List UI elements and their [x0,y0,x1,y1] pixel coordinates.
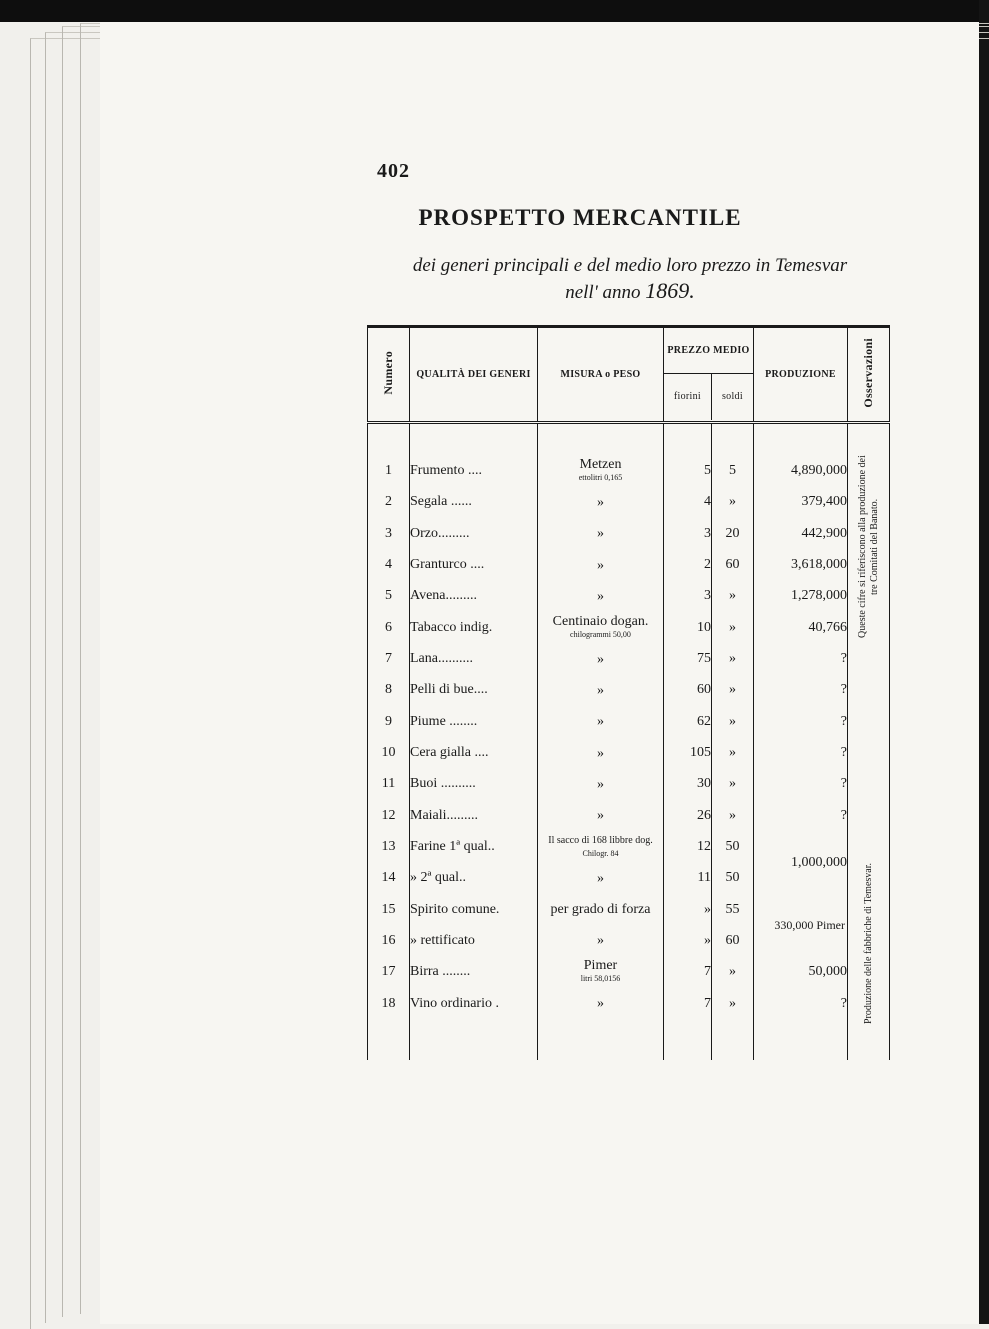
cell-unit-main: » [597,588,604,604]
cell-soldi: » [712,612,754,643]
cell-unit-detail: ettolitri 0,165 [578,473,623,483]
table-row [368,769,890,800]
cell-fiorini: 5 [664,455,712,486]
cell-number: 18 [368,988,410,1019]
cell-unit-main: » [597,494,604,510]
page-number: 402 [377,160,410,182]
cell-number: 8 [368,675,410,706]
cell-number: 11 [368,769,410,800]
cell-fiorini: 4 [664,487,712,518]
table-row [368,518,890,549]
cell-unit-main: » [597,526,604,542]
cell-fiorini: 12 [664,831,712,862]
table-row [368,643,890,674]
cell-soldi: 60 [712,925,754,956]
subtitle-prefix: nell' anno [565,282,641,303]
table-row [368,581,890,612]
cell-soldi: » [712,643,754,674]
cell-unit-main: » [597,682,604,698]
price-table [367,325,890,1060]
cell-soldi: » [712,957,754,988]
cell-soldi: » [712,581,754,612]
cell-unit-detail: litri 58,0156 [580,974,621,984]
cell-number: 2 [368,487,410,518]
cell-soldi: 20 [712,518,754,549]
cell-unit-main: Metzen [579,457,622,473]
cell-name: Tabacco indig. [410,612,538,643]
cell-unit [538,894,664,925]
cell-unit [538,800,664,831]
cell-fiorini: 7 [664,988,712,1019]
table-row [368,957,890,988]
cell-unit [538,675,664,706]
header-numero: Numero [368,327,410,423]
cell-fiorini: 30 [664,769,712,800]
cell-fiorini: 3 [664,581,712,612]
header-qualita: QUALITÀ DEI GENERI [410,327,538,423]
cell-soldi: 50 [712,863,754,894]
cell-unit-main: » [597,714,604,730]
cell-production: 40,766 [754,612,848,643]
cell-unit [538,487,664,518]
cell-unit-main: » [597,870,604,886]
cell-name: Frumento .... [410,455,538,486]
cell-unit [538,643,664,674]
cell-soldi: 50 [712,831,754,862]
cell-fiorini: 2 [664,549,712,580]
cell-unit [538,706,664,737]
cell-fiorini: 7 [664,957,712,988]
cell-production: 1,278,000 [754,581,848,612]
table-header-row [368,327,890,423]
observation-empty [848,643,890,831]
table-spacer-row [368,1019,890,1060]
cell-name: Maiali......... [410,800,538,831]
cell-number: 14 [368,863,410,894]
cell-number: 13 [368,831,410,862]
cell-number: 5 [368,581,410,612]
cell-production: ? [754,675,848,706]
cell-soldi: » [712,988,754,1019]
cell-production: ? [754,706,848,737]
cell-number: 15 [368,894,410,925]
cell-name: Granturco .... [410,549,538,580]
table-row [368,549,890,580]
cell-unit-main: Centinaio dogan. [552,613,649,629]
cell-number: 9 [368,706,410,737]
cell-unit-main: » [597,651,604,667]
header-osservazioni: Osservazioni [848,327,890,423]
table-body [368,423,890,1060]
cell-name: Piume ........ [410,706,538,737]
cell-unit [538,957,664,988]
cell-name: Pelli di bue.... [410,675,538,706]
cell-unit-main: » [597,745,604,761]
cell-production: 4,890,000 [754,455,848,486]
table-row [368,737,890,768]
header-soldi: soldi [711,374,753,420]
cell-unit-detail: chilogrammi 50,00 [570,629,631,639]
cell-fiorini: 10 [664,612,712,643]
header-prezzo [664,327,754,423]
cell-soldi: » [712,706,754,737]
cell-unit [538,581,664,612]
production-farine: 1,000,000 [754,831,848,894]
cell-number: 12 [368,800,410,831]
table-spacer-row [368,423,890,456]
cell-number: 17 [368,957,410,988]
table-row [368,988,890,1019]
subtitle-line-1: dei generi principali e del medio loro prezzo in Temesvar [412,255,848,276]
cell-soldi: 60 [712,549,754,580]
cell-fiorini: » [664,894,712,925]
subtitle-year: 1869. [645,278,695,303]
cell-unit [538,518,664,549]
cell-unit [538,925,664,956]
cell-name: Lana.......... [410,643,538,674]
cell-name: Cera gialla .... [410,737,538,768]
table-row [368,675,890,706]
cell-fiorini: 60 [664,675,712,706]
cell-name: Avena......... [410,581,538,612]
cell-soldi: » [712,675,754,706]
cell-unit [538,549,664,580]
cell-production: 442,900 [754,518,848,549]
cell-number: 1 [368,455,410,486]
cell-number: 16 [368,925,410,956]
cell-soldi: » [712,737,754,768]
cell-soldi: 55 [712,894,754,925]
cell-production: ? [754,988,848,1019]
cell-soldi: » [712,769,754,800]
header-prezzo-medio: PREZZO MEDIO [664,329,753,374]
cell-fiorini: 75 [664,643,712,674]
cell-unit-main: » [597,776,604,792]
cell-fiorini: » [664,925,712,956]
scan-border-top [0,0,989,22]
cell-number: 4 [368,549,410,580]
cell-fiorini: 26 [664,800,712,831]
cell-name: Farine 1ª qual.. [410,831,538,862]
cell-name: Vino ordinario . [410,988,538,1019]
cell-unit [538,831,664,862]
page-title: PROSPETTO MERCANTILE [418,205,742,230]
cell-fiorini: 3 [664,518,712,549]
observation-cereali: Queste cifre si riferiscono alla produzione dei tre Comitati del Banato. [848,455,890,643]
header-fiorini: fiorini [673,391,702,403]
table-row [368,894,890,925]
cell-soldi: » [712,487,754,518]
cell-unit [538,737,664,768]
cell-fiorini: 105 [664,737,712,768]
cell-unit-main: » [597,557,604,573]
header-misura: MISURA o PESO [538,327,664,423]
cell-production: 50,000 [754,957,848,988]
cell-unit [538,612,664,643]
cell-unit [538,769,664,800]
observation-fabbriche: Produzione delle fabbriche di Temesvar. [848,831,890,1060]
table-row [368,800,890,831]
subtitle-line-2 [360,278,900,305]
cell-unit [538,863,664,894]
cell-unit-main: » [597,933,604,949]
header-produzione: PRODUZIONE [754,327,848,423]
cell-production: ? [754,643,848,674]
cell-unit [538,455,664,486]
cell-unit-detail: Chilogr. 84 [582,849,619,859]
cell-production: ? [754,769,848,800]
cell-name: Orzo......... [410,518,538,549]
cell-unit-main: Il sacco di 168 libbre dog. [548,835,653,847]
cell-production: ? [754,800,848,831]
cell-soldi: 5 [712,455,754,486]
cell-production: 3,618,000 [754,549,848,580]
table-row [368,831,890,862]
cell-fiorini: 62 [664,706,712,737]
cell-unit-main: » [597,996,604,1012]
cell-name: Segala ...... [410,487,538,518]
page-subtitle [360,253,900,305]
cell-name: Buoi .......... [410,769,538,800]
table-row [368,487,890,518]
cell-production: ? [754,737,848,768]
cell-unit-main: » [597,808,604,824]
cell-soldi: » [712,800,754,831]
cell-number: 10 [368,737,410,768]
table-row [368,612,890,643]
cell-number: 6 [368,612,410,643]
production-spirito: 330,000 Pimer [754,894,848,957]
cell-name: » 2ª qual.. [410,863,538,894]
cell-number: 7 [368,643,410,674]
cell-fiorini: 11 [664,863,712,894]
cell-unit-main: Pimer [583,958,618,974]
cell-unit [538,988,664,1019]
cell-name: Spirito comune. [410,894,538,925]
cell-production: 379,400 [754,487,848,518]
cell-name: Birra ........ [410,957,538,988]
table-row [368,455,890,486]
cell-name: » rettificato [410,925,538,956]
cell-unit-main: per grado di forza [550,902,651,918]
table-row [368,706,890,737]
cell-number: 3 [368,518,410,549]
